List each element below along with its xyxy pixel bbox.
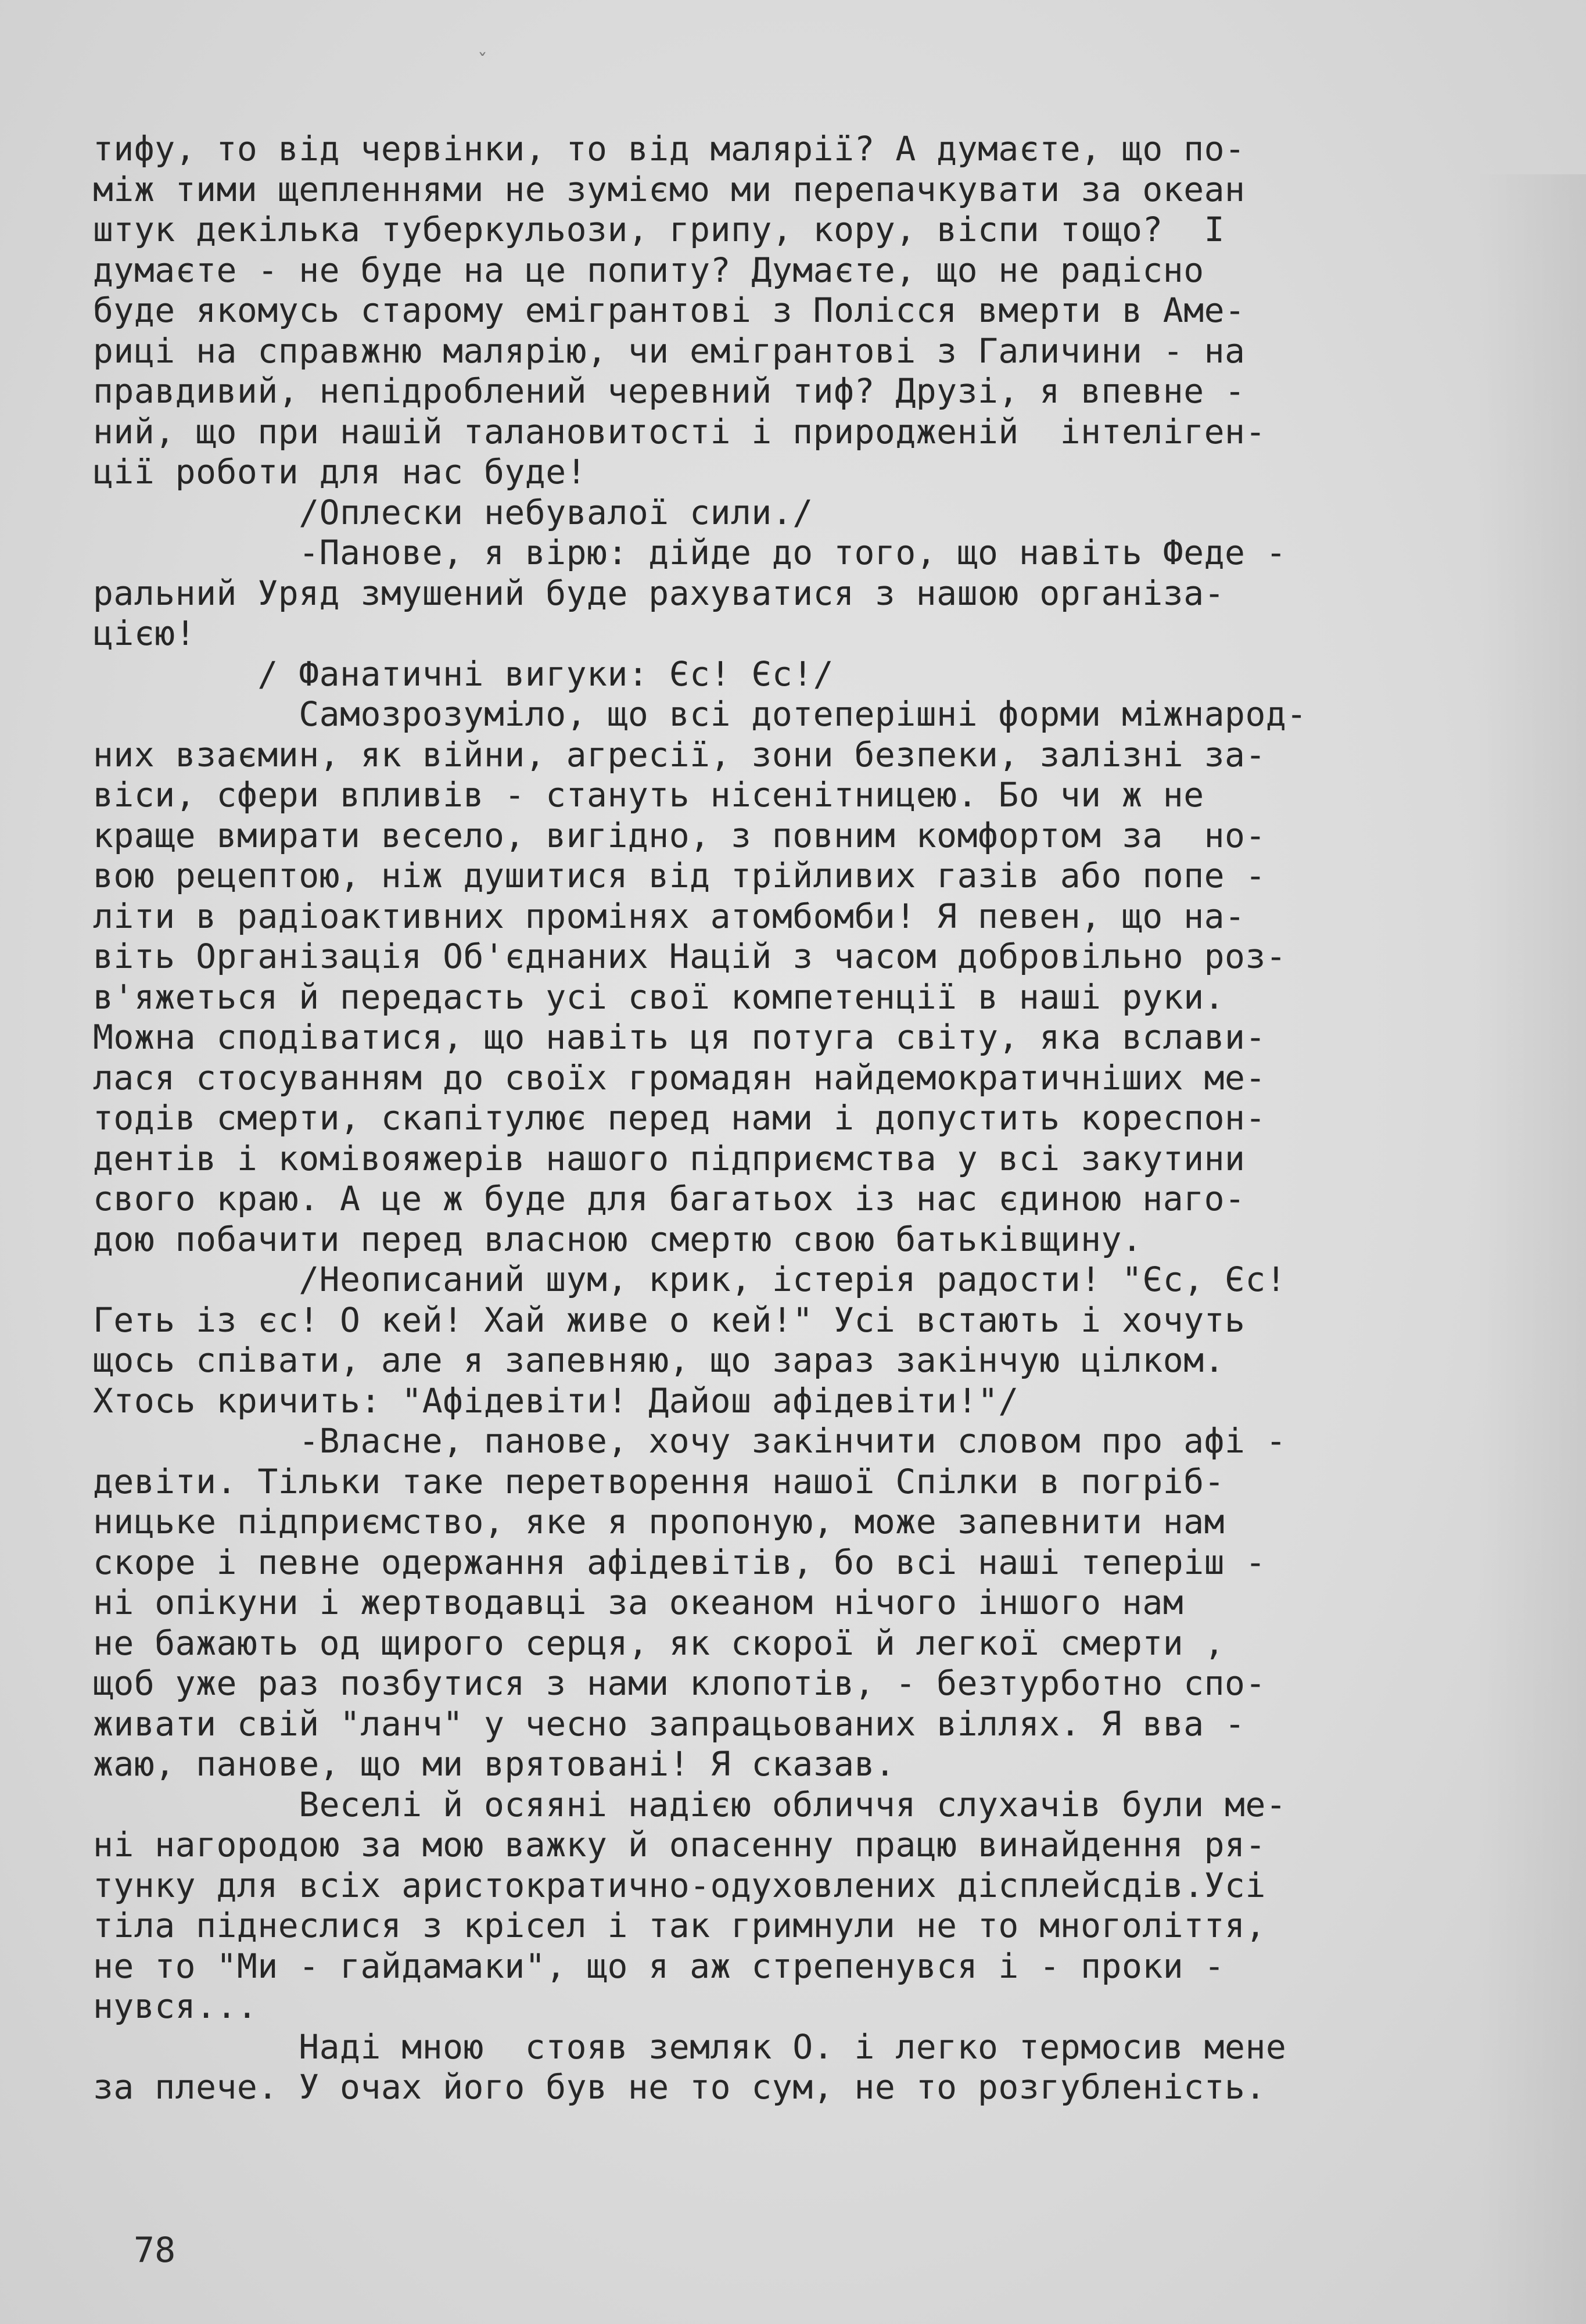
text-line: між тими щепленнями не зуміємо ми перепачкувати за океан (93, 169, 1246, 209)
text-line: дою побачити перед власною смертю свою батьківщину. (93, 1219, 1143, 1259)
text-line: ницьке підприємство, яке я пропоную, може запевнити нам (93, 1502, 1225, 1541)
text-line: тіла піднеслися з крісел і так гримнули не то многоліття, (93, 1906, 1266, 1945)
text-line: буде якомусь старому емігрантові з Полісся вмерти в Аме- (93, 290, 1246, 330)
text-line: Веселі й осяяні надією обличчя слухачів були ме- (93, 1784, 1287, 1824)
text-line: не бажають од щирого серця, як скорої й легкої смерти , (93, 1623, 1225, 1663)
text-line: в'яжеться й передасть усі свої компетенції в наші руки. (93, 977, 1225, 1017)
text-line: /Оплески небувалої сили./ (93, 492, 813, 532)
text-line: тодів смерти, скапітулює перед нами і допустить кореспон- (93, 1098, 1266, 1138)
text-line: них взаємин, як війни, агресії, зони безпеки, залізні за- (93, 734, 1266, 774)
text-line: штук декілька туберкульози, грипу, кору, віспи тощо? І (93, 210, 1225, 249)
text-line: Самозрозуміло, що всі дотеперішні форми міжнарод- (93, 694, 1307, 734)
text-line: щось співати, але я запевняю, що зараз закінчую цілком. (93, 1340, 1225, 1380)
text-line: ні опікуни і жертводавці за океаном нічого іншого нам (93, 1583, 1184, 1622)
text-line: літи в радіоактивних промінях атомбомби! Я певен, що на- (93, 896, 1246, 936)
text-line: -Власне, панове, хочу закінчити словом про афі - (93, 1421, 1287, 1461)
text-line: віси, сфери впливів - стануть нісенітницею. Бо чи ж не (93, 775, 1204, 815)
top-margin-mark: ˇ (478, 50, 487, 73)
text-line: живати свій "ланч" у чесно запрацьованих віллях. Я вва - (93, 1703, 1246, 1744)
text-line: правдивий, непідроблений черевний тиф? Друзі, я впевне - (93, 371, 1246, 411)
text-line: ні нагородою за мою важку й опасенну працю винайдення ря- (93, 1825, 1266, 1864)
text-line: не то "Ми - гайдамаки", що я аж стрепенувся і - проки - (93, 1946, 1225, 1986)
text-line: Геть із єс! О кей! Хай живе о кей!" Усі встають і хочуть (93, 1300, 1246, 1340)
text-line: ральний Уряд змушений буде рахуватися з нашою організа- (93, 573, 1225, 613)
text-line: Можна сподіватися, що навіть ця потуга світу, яка вслави- (93, 1017, 1266, 1057)
text-line: дентів і комівояжерів нашого підприємства у всі закутини (93, 1138, 1246, 1178)
text-line: за плече. У очах його був не то сум, не то розгубленість. (93, 2067, 1266, 2107)
text-line: /Неописаний шум, крик, істерія радости! "Єс, Єс! (93, 1260, 1287, 1299)
text-line: ний, що при нашій талановитості і природженій інтеліген- (93, 411, 1266, 451)
text-line: Хтось кричить: "Афідевіти! Дайош афідевіти!"/ (93, 1380, 1019, 1421)
text-line: віть Організація Об'єднаних Націй з часом добровільно роз- (93, 937, 1287, 976)
text-line: свого краю. А це ж буде для багатьох із нас єдиною наго- (93, 1179, 1246, 1218)
text-line: жаю, панове, що ми врятовані! Я сказав. (93, 1744, 896, 1784)
text-line: риці на справжню малярію, чи емігрантові з Галичини - на (93, 331, 1246, 371)
text-line: / Фанатичні вигуки: Єс! Єс!/ (93, 654, 834, 694)
text-line: вою рецептою, ніж душитися від трійливих газів або попе - (93, 856, 1266, 895)
text-line: щоб уже раз позбутися з нами клопотів, - безтурботно спо- (93, 1663, 1266, 1703)
text-line: цією! (93, 614, 196, 653)
text-line: скоре і певне одержання афідевітів, бо всі наші теперіш - (93, 1542, 1266, 1582)
text-line: лася стосуванням до своїх громадян найдемократичніших ме- (93, 1057, 1266, 1098)
typewritten-body-text (93, 129, 1522, 2108)
text-line: тунку для всіх аристократично-одуховлених дісплейсдів.Усі (93, 1865, 1266, 1905)
text-line: краще вмирати весело, вигідно, з повним комфортом за но- (93, 815, 1266, 855)
text-line: думаєте - не буде на це попиту? Думаєте, що не радісно (93, 250, 1204, 290)
text-line: девіти. Тільки таке перетворення нашої Спілки в погріб- (93, 1461, 1225, 1501)
text-line: -Панове, я вірю: дійде до того, що навіть Феде - (93, 533, 1287, 572)
text-line: нувся... (93, 1986, 258, 2026)
text-line: Наді мною стояв земляк О. і легко термосив мене (93, 2027, 1287, 2067)
text-line: ції роботи для нас буде! (93, 452, 587, 492)
text-line: тифу, то від червінки, то від малярії? А думаєте, що по- (93, 129, 1246, 168)
page-number: 78 (134, 2230, 176, 2271)
